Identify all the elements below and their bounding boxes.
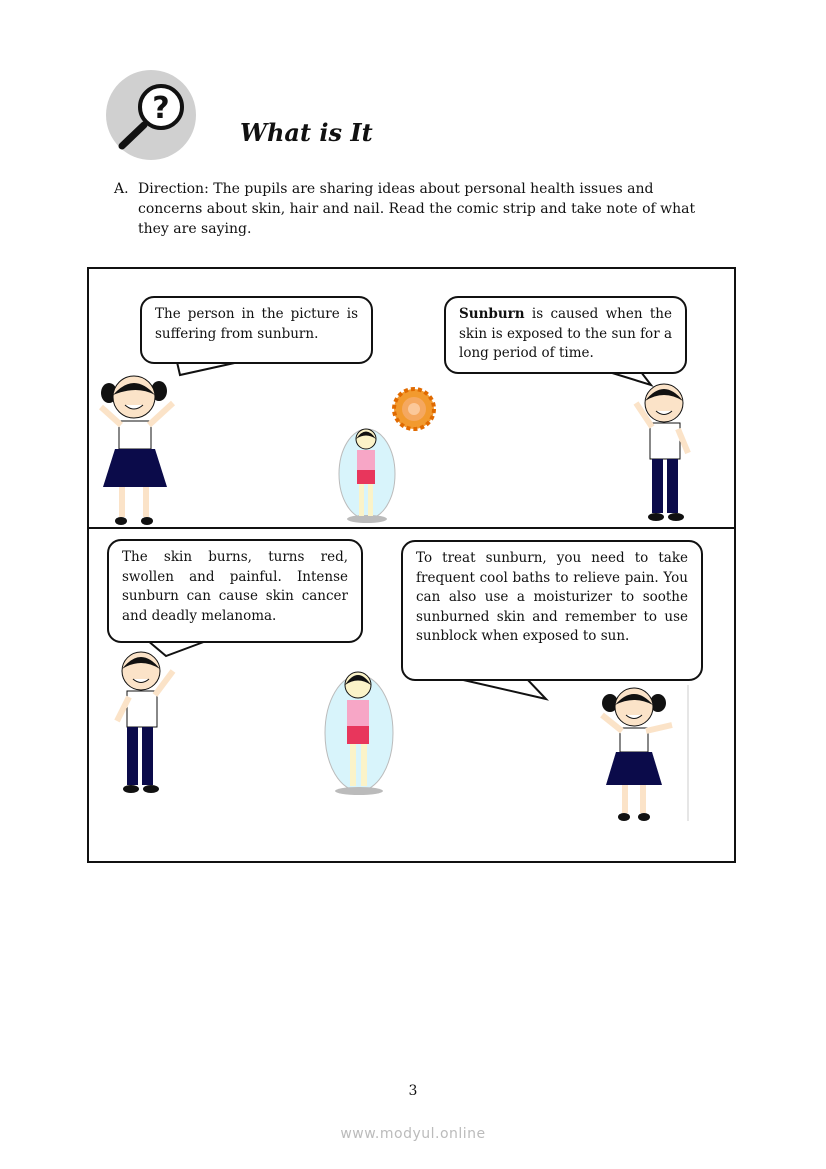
sunburned-girl-illustration <box>321 667 401 799</box>
girl-student-illustration <box>594 685 689 825</box>
svg-text:?: ? <box>152 91 170 126</box>
speech-bubble-3: The skin burns, turns red, swollen and painful. Intense sunburn can cause skin cancer and deadly melanoma. <box>107 539 363 643</box>
direction-label: A. <box>114 181 129 197</box>
boy-student-illustration <box>622 381 702 526</box>
boy-student-illustration <box>103 649 183 799</box>
speech-bubble-4: To treat sunburn, you need to take frequent cool baths to relieve pain. You can also use a moisturizer to soothe sunburned skin and remember to use sunblock when exposed to sun. <box>401 540 703 681</box>
comic-strip <box>87 267 736 863</box>
section-title: What is It <box>240 118 373 147</box>
speech-bubble-1: The person in the picture is suffering from sunburn. <box>140 296 373 364</box>
speech-bubble-2 <box>444 296 687 374</box>
girl-student-illustration <box>97 373 187 528</box>
page-number: 3 <box>408 1083 418 1099</box>
direction-text <box>114 179 704 239</box>
direction-body: Direction: The pupils are sharing ideas about personal health issues and concerns about skin, hair and nail. Read the comic strip and take note of what they are saying. <box>138 181 696 237</box>
sunburned-girl-illustration <box>335 424 399 524</box>
watermark: www.modyul.online <box>340 1126 486 1142</box>
magnifier-question-icon <box>106 70 196 160</box>
sunburn-term: Sunburn <box>459 306 525 322</box>
bubble-2-text: is caused when the skin is exposed to the sun for a long period of time. <box>459 306 672 361</box>
